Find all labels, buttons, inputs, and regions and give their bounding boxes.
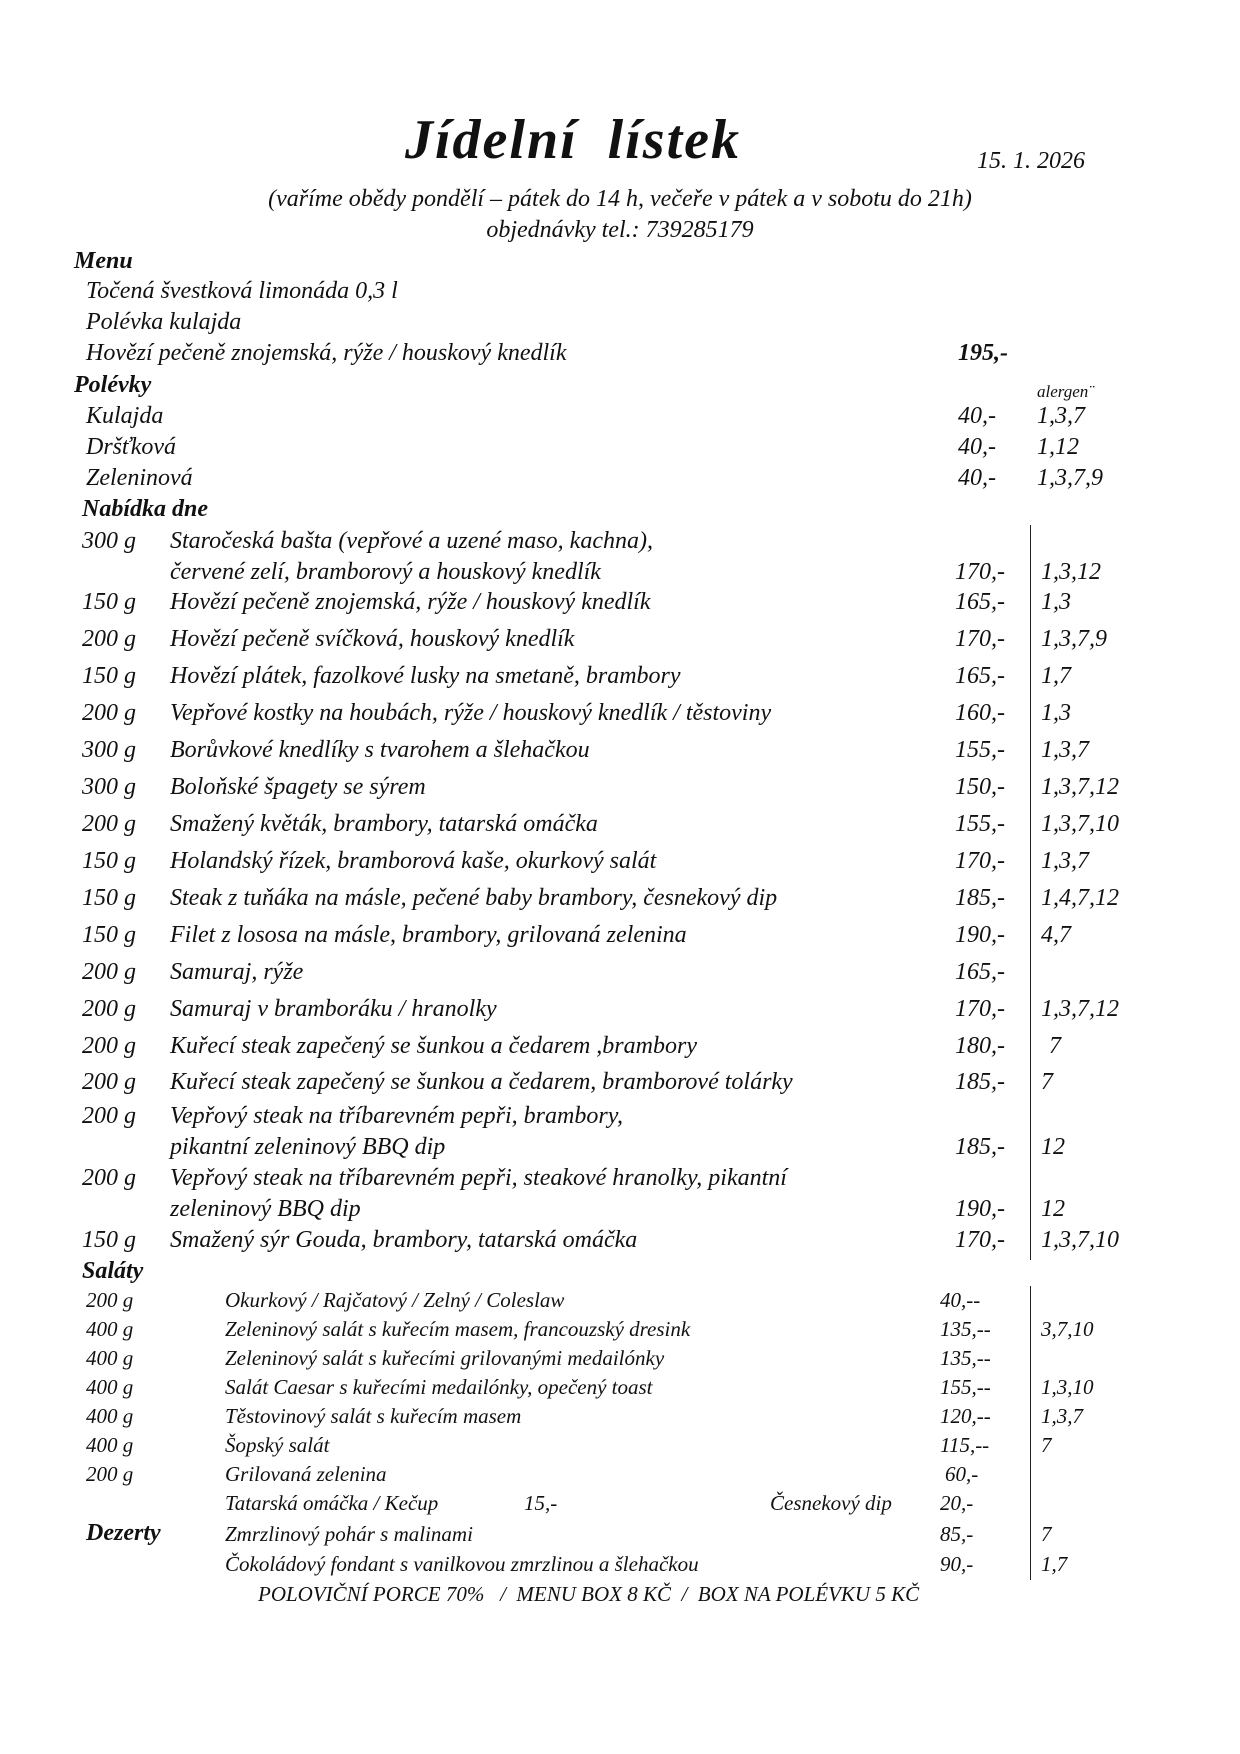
item-price: 180,-	[955, 1033, 1005, 1059]
allergen-label: alergen¨	[1037, 382, 1094, 401]
item-name: Samuraj, rýže	[170, 959, 304, 985]
salad-weight: 400 g	[86, 1404, 134, 1428]
item-name: Smažený sýr Gouda, brambory, tatarská omáčka	[170, 1227, 638, 1253]
soup-allergens: 1,12	[1037, 434, 1079, 460]
dessert-row	[0, 1552, 1240, 1584]
menu-date: 15. 1. 2026	[977, 148, 1085, 174]
sauce-price: 15,-	[524, 1491, 558, 1515]
salad-allergens: 7	[1041, 1433, 1052, 1457]
daily-item	[0, 959, 1240, 991]
sauce-row	[0, 1491, 1240, 1523]
salad-row	[0, 1462, 1240, 1494]
daily-item	[0, 1033, 1240, 1065]
daily-item	[0, 811, 1240, 843]
order-phone: objednávky tel.: 739285179	[486, 217, 754, 243]
salad-row	[0, 1288, 1240, 1320]
item-price: 160,-	[955, 700, 1005, 726]
sauce-name: Tatarská omáčka / Kečup	[225, 1491, 439, 1515]
daily-item	[0, 922, 1240, 954]
footer-row	[0, 1582, 1240, 1614]
item-price: 165,-	[955, 663, 1005, 689]
item-weight: 150 g	[82, 848, 136, 874]
item-allergens: 1,3,7	[1041, 737, 1089, 763]
soup-allergens: 1,3,7	[1037, 403, 1085, 429]
salad-price: 60,-	[945, 1462, 979, 1486]
dessert-name: Zmrzlinový pohár s malinami	[225, 1522, 473, 1546]
item-name: Vepřové kostky na houbách, rýže / houskový knedlík / těstoviny	[170, 700, 772, 726]
item-price: 165,-	[955, 589, 1005, 615]
item-weight: 200 g	[82, 626, 136, 652]
menu-item	[0, 309, 1240, 341]
item-weight: 200 g	[82, 1103, 136, 1129]
daily-item	[0, 996, 1240, 1028]
item-name: Vepřový steak na tříbarevném pepři, steakové hranolky, pikantní	[170, 1165, 787, 1191]
dessert-price: 90,-	[940, 1552, 974, 1576]
item-allergens: 7	[1041, 1069, 1053, 1095]
daily-item	[0, 626, 1240, 658]
item-allergens: 1,3,7,12	[1041, 996, 1119, 1022]
item-name: Kuřecí steak zapečený se šunkou a čedarem ,brambory	[170, 1033, 697, 1059]
dessert-allergens: 1,7	[1041, 1552, 1068, 1576]
salad-name: Šopský salát	[225, 1433, 330, 1457]
daily-item	[0, 589, 1240, 621]
section-heading-menu: Menu	[74, 248, 133, 274]
salad-price: 115,--	[940, 1433, 990, 1457]
daily-item	[0, 885, 1240, 917]
item-price: 170,-	[955, 626, 1005, 652]
item-weight: 200 g	[82, 1033, 136, 1059]
dip-name: Česnekový dip	[770, 1491, 892, 1515]
item-allergens: 1,7	[1041, 663, 1071, 689]
salad-allergens: 3,7,10	[1041, 1317, 1094, 1341]
salad-weight: 400 g	[86, 1433, 134, 1457]
dessert-price: 85,-	[940, 1522, 974, 1546]
salad-name: Zeleninový salát s kuřecím masem, francouzský dresink	[225, 1317, 691, 1341]
section-heading-soups: Polévky	[74, 372, 152, 398]
item-allergens: 1,3,7	[1041, 848, 1089, 874]
opening-hours: (vaříme obědy pondělí – pátek do 14 h, večeře v pátek a v sobotu do 21h)	[268, 186, 972, 212]
item-allergens: 1,3	[1041, 700, 1071, 726]
item-weight: 200 g	[82, 700, 136, 726]
item-name: Smažený květák, brambory, tatarská omáčka	[170, 811, 598, 837]
salad-weight: 400 g	[86, 1375, 134, 1399]
soup-price: 40,-	[958, 465, 996, 491]
salad-name: Zeleninový salát s kuřecími grilovanými medailónky	[225, 1346, 665, 1370]
menu-item-name: Polévka kulajda	[86, 309, 242, 335]
daily-item	[0, 1227, 1240, 1259]
salad-row	[0, 1433, 1240, 1465]
salad-row	[0, 1317, 1240, 1349]
item-weight: 150 g	[82, 885, 136, 911]
soup-price: 40,-	[958, 403, 996, 429]
item-name: Borůvkové knedlíky s tvarohem a šlehačkou	[170, 737, 590, 763]
item-price: 190,-	[955, 1196, 1005, 1222]
item-name: Samuraj v bramboráku / hranolky	[170, 996, 497, 1022]
salad-price: 120,--	[940, 1404, 991, 1428]
salad-price: 135,--	[940, 1317, 991, 1341]
item-name: Filet z lososa na másle, brambory, grilovaná zelenina	[170, 922, 687, 948]
salad-name: Salát Caesar s kuřecími medailónky, opečený toast	[225, 1375, 653, 1399]
salad-allergens: 1,3,7	[1041, 1404, 1083, 1428]
item-price: 155,-	[955, 737, 1005, 763]
daily-item	[0, 700, 1240, 732]
item-allergens: 1,3,7,10	[1041, 811, 1119, 837]
salad-weight: 200 g	[86, 1462, 134, 1486]
daily-item	[0, 737, 1240, 769]
item-name-line2: zeleninový BBQ dip	[170, 1196, 361, 1222]
section-heading-desserts: Dezerty	[86, 1520, 161, 1546]
item-name: Hovězí plátek, fazolkové lusky na smetaně, brambory	[170, 663, 681, 689]
item-weight: 150 g	[82, 922, 136, 948]
item-allergens: 1,3,7,10	[1041, 1227, 1119, 1253]
soup-name: Dršťková	[86, 434, 177, 460]
salad-row	[0, 1346, 1240, 1378]
item-name-line2: pikantní zeleninový BBQ dip	[170, 1134, 446, 1160]
salad-weight: 400 g	[86, 1346, 134, 1370]
daily-item-continuation	[0, 559, 1240, 591]
item-price: 170,-	[955, 848, 1005, 874]
item-allergens: 1,3,7,12	[1041, 774, 1119, 800]
dessert-row	[0, 1520, 1240, 1552]
item-name: Kuřecí steak zapečený se šunkou a čedarem, bramborové tolárky	[170, 1069, 793, 1095]
item-allergens: 1,3	[1041, 589, 1071, 615]
item-price: 150,-	[955, 774, 1005, 800]
daily-item	[0, 1069, 1240, 1101]
daily-heading-row	[0, 496, 1240, 528]
item-price: 170,-	[955, 996, 1005, 1022]
salad-name: Těstovinový salát s kuřecím masem	[225, 1404, 522, 1428]
dip-price: 20,-	[940, 1491, 974, 1515]
item-name: Staročeská bašta (vepřové a uzené maso, kachna),	[170, 528, 653, 554]
daily-item-continuation	[0, 1196, 1240, 1228]
item-weight: 300 g	[82, 774, 136, 800]
item-weight: 300 g	[82, 528, 136, 554]
item-weight: 200 g	[82, 811, 136, 837]
item-name-line2: červené zelí, bramborový a houskový knedlík	[170, 559, 601, 585]
daily-item	[0, 848, 1240, 880]
item-allergens: 12	[1041, 1134, 1065, 1160]
salad-price: 40,--	[940, 1288, 981, 1312]
soup-row	[0, 465, 1240, 497]
daily-item	[0, 1165, 1240, 1197]
item-price: 185,-	[955, 1069, 1005, 1095]
soup-price: 40,-	[958, 434, 996, 460]
daily-item	[0, 1103, 1240, 1135]
salad-price: 155,--	[940, 1375, 991, 1399]
soups-heading-row	[0, 372, 1240, 404]
item-name: Hovězí pečeně znojemská, rýže / houskový knedlík	[170, 589, 651, 615]
item-allergens: 1,3,7,9	[1041, 626, 1107, 652]
item-price: 170,-	[955, 1227, 1005, 1253]
soup-name: Kulajda	[86, 403, 164, 429]
item-weight: 200 g	[82, 996, 136, 1022]
page-title: Jídelní lístek	[405, 109, 741, 171]
salad-row	[0, 1404, 1240, 1436]
salad-row	[0, 1375, 1240, 1407]
soup-row	[0, 434, 1240, 466]
item-name: Holandský řízek, bramborová kaše, okurkový salát	[170, 848, 657, 874]
item-name: Boloňské špagety se sýrem	[170, 774, 426, 800]
item-price: 190,-	[955, 922, 1005, 948]
item-name: Steak z tuňáka na másle, pečené baby brambory, česnekový dip	[170, 885, 778, 911]
salad-weight: 400 g	[86, 1317, 134, 1341]
item-weight: 300 g	[82, 737, 136, 763]
dessert-allergens: 7	[1041, 1522, 1052, 1546]
menu-price: 195,-	[958, 340, 1008, 366]
menu-item	[0, 340, 1240, 372]
item-weight: 150 g	[82, 1227, 136, 1253]
item-allergens: 1,4,7,12	[1041, 885, 1119, 911]
daily-item-continuation	[0, 1134, 1240, 1166]
footer-note: POLOVIČNÍ PORCE 70% / MENU BOX 8 KČ / BOX NA POLÉVKU 5 KČ	[258, 1582, 920, 1606]
menu-item	[0, 278, 1240, 310]
menu-item-name: Točená švestková limonáda 0,3 l	[86, 278, 398, 304]
section-heading-salads: Saláty	[82, 1258, 144, 1284]
item-allergens: 7	[1049, 1033, 1061, 1059]
soup-name: Zeleninová	[86, 465, 193, 491]
dessert-name: Čokoládový fondant s vanilkovou zmrzlinou a šlehačkou	[225, 1552, 699, 1576]
item-weight: 200 g	[82, 959, 136, 985]
salads-heading-row	[0, 1258, 1240, 1290]
salad-weight: 200 g	[86, 1288, 134, 1312]
item-price: 170,-	[955, 559, 1005, 585]
item-weight: 200 g	[82, 1165, 136, 1191]
item-price: 165,-	[955, 959, 1005, 985]
item-price: 185,-	[955, 885, 1005, 911]
item-weight: 200 g	[82, 1069, 136, 1095]
item-weight: 150 g	[82, 663, 136, 689]
item-allergens: 4,7	[1041, 922, 1071, 948]
salad-name: Okurkový / Rajčatový / Zelný / Coleslaw	[225, 1288, 565, 1312]
item-name: Vepřový steak na tříbarevném pepři, brambory,	[170, 1103, 624, 1129]
menu-item-name: Hovězí pečeně znojemská, rýže / houskový knedlík	[86, 340, 567, 366]
item-price: 155,-	[955, 811, 1005, 837]
item-weight: 150 g	[82, 589, 136, 615]
daily-item	[0, 528, 1240, 560]
salad-price: 135,--	[940, 1346, 991, 1370]
item-allergens: 1,3,12	[1041, 559, 1101, 585]
daily-item	[0, 774, 1240, 806]
salad-allergens: 1,3,10	[1041, 1375, 1094, 1399]
item-allergens: 12	[1041, 1196, 1065, 1222]
soup-allergens: 1,3,7,9	[1037, 465, 1103, 491]
menu-heading-row	[0, 248, 1240, 280]
salad-name: Grilovaná zelenina	[225, 1462, 387, 1486]
daily-item	[0, 663, 1240, 695]
item-name: Hovězí pečeně svíčková, houskový knedlík	[170, 626, 575, 652]
item-price: 185,-	[955, 1134, 1005, 1160]
soup-row	[0, 403, 1240, 435]
section-heading-daily: Nabídka dne	[82, 496, 208, 522]
